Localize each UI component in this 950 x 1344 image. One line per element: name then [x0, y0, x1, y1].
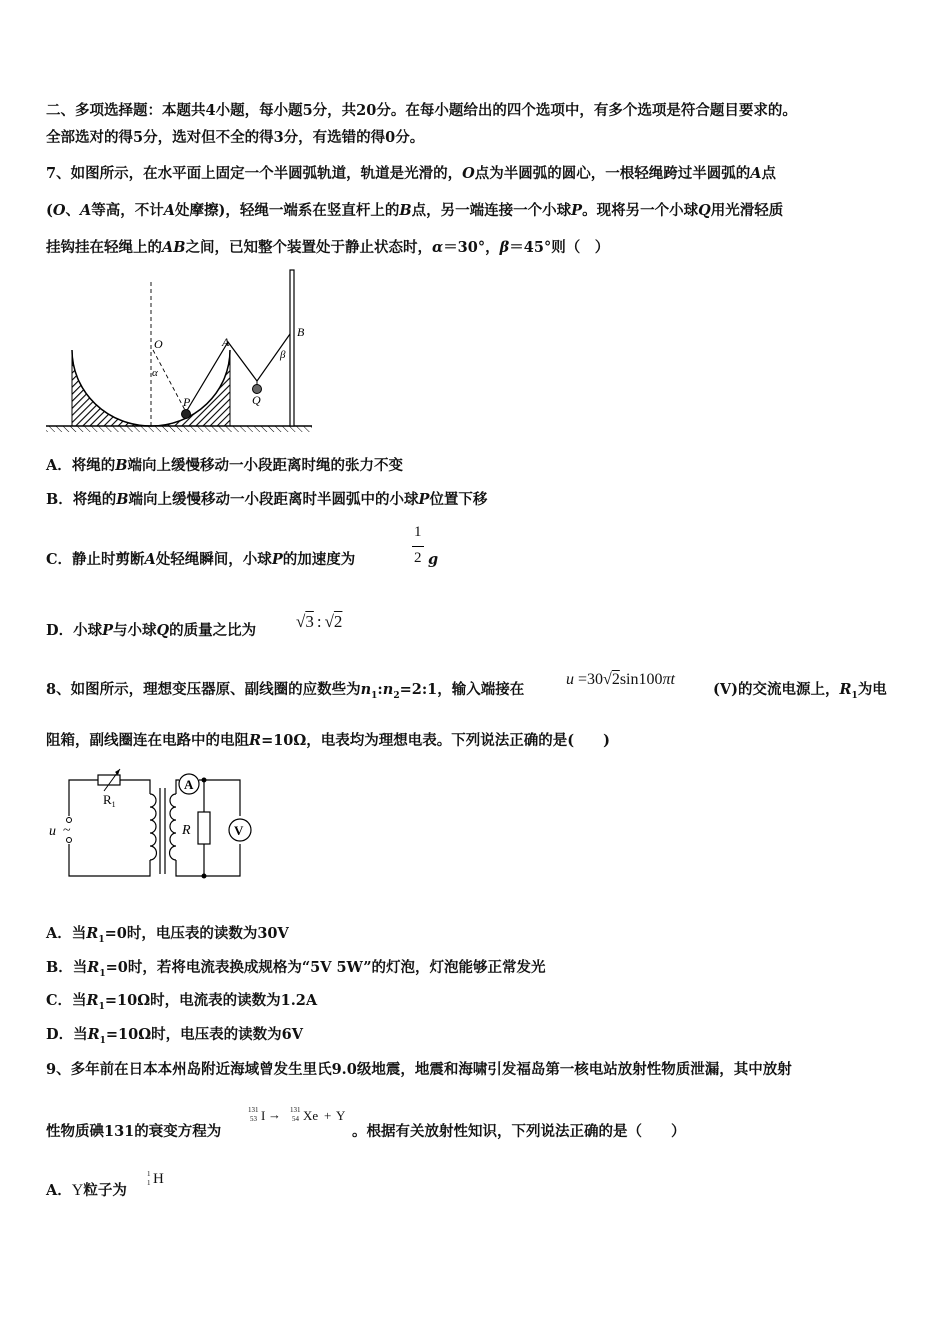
secondary-coil — [170, 794, 176, 860]
label-r1: $R_1$ — [103, 792, 116, 809]
q7-c-g: g — [428, 551, 439, 568]
label-b: B — [297, 325, 305, 339]
label-r: R — [182, 823, 191, 838]
q7-option-b[interactable]: B．将绳的B端向上缓慢移动一小段距离时半圆弧中的小球P位置下移 — [46, 491, 488, 508]
q9-option-a[interactable]: A．Y粒子为 — [46, 1182, 127, 1199]
q7-c-fraction-bar — [412, 546, 424, 547]
q9-a-hydrogen: 1 1 H — [147, 1170, 164, 1187]
junction-bottom — [202, 874, 207, 879]
q7-option-a[interactable]: A．将绳的B端向上缓慢移动一小段距离时绳的张力不变 — [46, 457, 404, 474]
input-terminal-bottom — [67, 838, 72, 843]
ac-symbol: ~ — [63, 823, 71, 838]
q8-circuit-figure — [44, 764, 260, 884]
ball-p — [182, 410, 191, 419]
radius-dashed-line — [153, 350, 186, 412]
q7-d-ratio: √3 : √2 — [296, 612, 343, 631]
input-terminal-top — [67, 818, 72, 823]
label-alpha: α — [152, 367, 158, 379]
q7-c-numerator: 1 — [414, 524, 422, 540]
label-voltmeter: V — [234, 823, 244, 838]
q8-option-c[interactable]: C．当$R_1=10\Omega$时，电流表的读数为1.2A — [46, 992, 318, 1012]
q9-stem-line1: 9、多年前在日本本州岛附近海域曾发生里氏9.0级地震，地震和海啸引发福岛第一核电站放射性物质泄漏，其中放射 — [46, 1061, 792, 1078]
label-o: O — [154, 337, 163, 351]
ground-hatch — [46, 426, 312, 432]
rope — [186, 334, 290, 412]
section-title-line1: 二、多项选择题：本题共4小题，每小题5分，共20分。在每小题给出的四个选项中，有多个选项是符合题目要求的。 — [46, 102, 797, 119]
secondary-wire-top — [176, 780, 179, 794]
resistor-r — [198, 812, 210, 844]
q7-option-d[interactable]: D．小球P与小球Q的质量之比为 — [46, 622, 257, 639]
section-title-line2: 全部选对的得5分，选对但不全的得3分，有选错的得0分。 — [46, 129, 425, 146]
q9-decay-equation: 131 53 I → 131 54 Xe + Y — [248, 1106, 346, 1123]
q8-stem-line1b: (V)的交流电源上，$R_1$为电 — [713, 681, 887, 701]
primary-wire-bottom — [69, 844, 150, 876]
q8-stem-line1a: 8、如图所示，理想变压器原、副线圈的应数些为$n_1:n_2=2:1$，输入端接在 — [46, 681, 525, 701]
q7-stem-line1: 7、如图所示，在水平面上固定一个半圆弧轨道，轨道是光滑的，O点为半圆弧的圆心，一根轻绳跨过半圆弧的A点 — [46, 165, 776, 182]
secondary-wire-mid — [199, 780, 240, 816]
label-ammeter: A — [184, 777, 194, 792]
q8-voltage-formula: u =30√2sin100πt — [566, 671, 675, 688]
q7-stem-line3: 挂钩挂在轻绳上的AB之间，已知整个装置处于静止状态时，α＝30°，β＝45°则（ ） — [46, 239, 610, 256]
q8-option-b[interactable]: B．当$R_1=0$时，若将电流表换成规格为“5V 5W”的灯泡，灯泡能够正常发光 — [46, 959, 546, 979]
label-u: u — [49, 824, 56, 839]
vertical-rod — [290, 270, 294, 426]
q7-stem-line2: (O、A等高，不计A处摩擦)，轻绳一端系在竖直杆上的B点，另一端连接一个小球P。现将另一个小球Q用光滑轻质 — [46, 202, 784, 219]
q7-figure — [44, 266, 314, 438]
secondary-wire-bottom — [176, 844, 240, 876]
q8-stem-line2: 阻箱，副线圈连在电路中的电阻R=10Ω，电表均为理想电表。下列说法正确的是( ) — [46, 732, 611, 749]
label-beta: β — [280, 349, 286, 361]
label-q: Q — [252, 393, 261, 407]
q7-option-c[interactable]: C．静止时剪断A处轻绳瞬间，小球P的加速度为 — [46, 551, 356, 568]
label-p: P — [183, 395, 191, 409]
q8-option-a[interactable]: A．当$R_1=0$时，电压表的读数为30V — [46, 925, 289, 945]
q7-c-denominator: 2 — [414, 550, 422, 566]
label-a: A — [222, 335, 230, 349]
primary-coil — [150, 794, 156, 860]
q9-stem-line2a: 性物质碘131的衰变方程为 — [46, 1123, 222, 1140]
q8-option-d[interactable]: D．当$R_1=10\Omega$时，电压表的读数为6V — [46, 1026, 303, 1046]
junction-top — [202, 778, 207, 783]
q9-stem-line2b: 。根据有关放射性知识，下列说法正确的是（ ） — [352, 1123, 686, 1140]
